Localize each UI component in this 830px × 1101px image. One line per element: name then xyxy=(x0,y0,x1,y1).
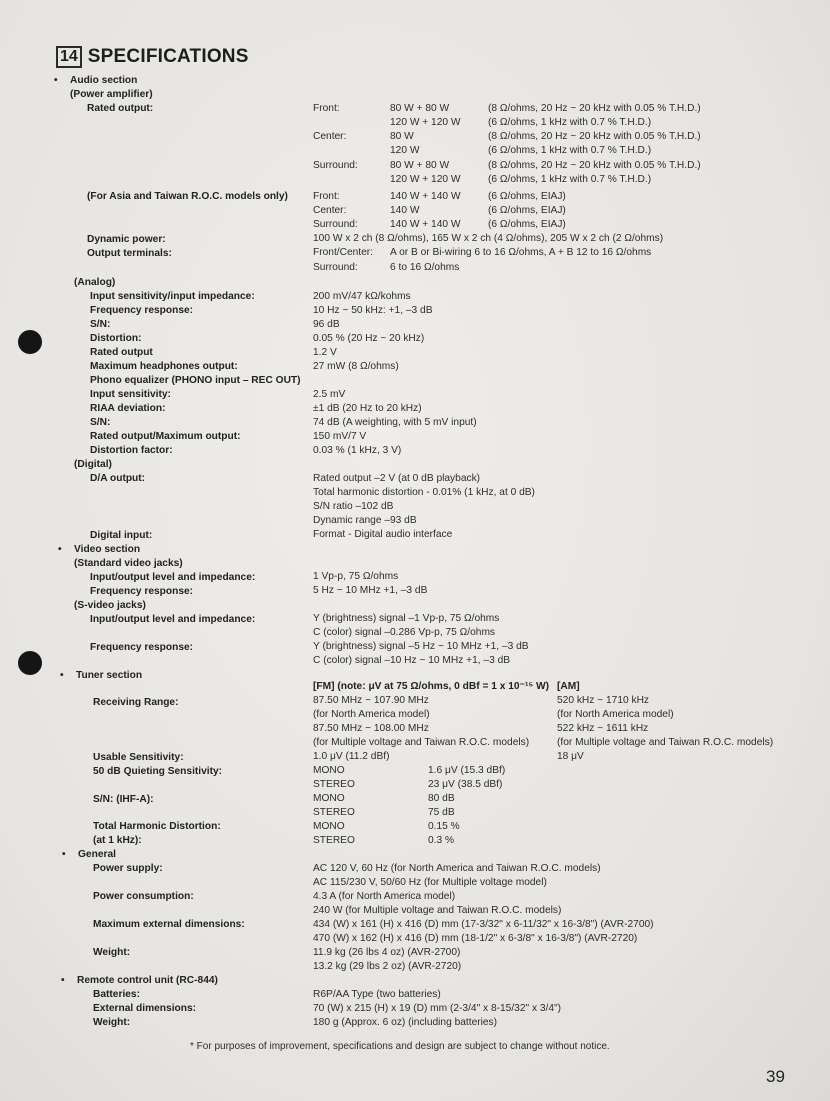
spec-label: (S-video jacks) xyxy=(74,600,146,611)
spec-label: (at 1 kHz): xyxy=(93,835,142,846)
spec-value: Front: xyxy=(313,103,340,114)
spec-value: Rated output –2 V (at 0 dB playback) xyxy=(313,473,481,484)
spec-label: Receiving Range: xyxy=(93,697,179,708)
spec-label: Input/output level and impedance: xyxy=(90,614,256,625)
spec-value: (6 Ω/ohms, EIAJ) xyxy=(488,191,566,202)
spec-label: Batteries: xyxy=(93,989,140,1000)
spec-value: 13.2 kg (29 lbs 2 oz) (AVR-2720) xyxy=(313,961,462,972)
spec-value: 96 dB xyxy=(313,319,340,330)
spec-value: (for North America model) xyxy=(557,709,674,720)
spec-value: (6 Ω/ohms, 1 kHz with 0.7 % T.H.D.) xyxy=(488,145,652,156)
spec-label: Frequency response: xyxy=(90,642,194,653)
spec-value: 11.9 kg (26 lbs 4 oz) (AVR-2700) xyxy=(313,947,461,958)
spec-value: (6 Ω/ohms, EIAJ) xyxy=(488,205,566,216)
spec-value: Y (brightness) signal –1 Vp-p, 75 Ω/ohms xyxy=(313,613,500,624)
spec-value: A or B or Bi-wiring 6 to 16 Ω/ohms, A + B 12 to 16 Ω/ohms xyxy=(390,247,652,258)
spec-value: 1.2 V xyxy=(313,347,337,358)
spec-label: Input sensitivity: xyxy=(90,389,171,400)
spec-label: • Remote control unit (RC-844) xyxy=(77,974,218,987)
spec-value: 180 g (Approx. 6 oz) (including batteries) xyxy=(313,1017,498,1028)
spec-value: MONO xyxy=(313,765,345,776)
spec-value: 80 dB xyxy=(428,793,455,804)
spec-label: Total Harmonic Distortion: xyxy=(93,821,221,832)
spec-label: • General xyxy=(78,848,116,861)
binder-hole xyxy=(18,651,42,675)
spec-label: Input sensitivity/input impedance: xyxy=(90,291,255,302)
spec-value: 434 (W) x 161 (H) x 416 (D) mm (17-3/32" x 6-11/32" x 16-3/8") (AVR-2700) xyxy=(313,919,654,930)
spec-value: 120 W xyxy=(390,145,420,156)
spec-value: 140 W + 140 W xyxy=(390,191,461,202)
spec-label: Usable Sensitivity: xyxy=(93,752,184,763)
spec-label: (Digital) xyxy=(74,459,112,470)
spec-value: 240 W (for Multiple voltage and Taiwan R.O.C. models) xyxy=(313,905,562,916)
spec-label: RIAA deviation: xyxy=(90,403,166,414)
spec-value: AC 115/230 V, 50/60 Hz (for Multiple voltage model) xyxy=(313,877,547,888)
spec-value: 27 mW (8 Ω/ohms) xyxy=(313,361,399,372)
spec-value: 140 W + 140 W xyxy=(390,219,461,230)
spec-label: Rated output xyxy=(90,347,153,358)
spec-label: Dynamic power: xyxy=(87,234,166,245)
spec-value: (for North America model) xyxy=(313,709,430,720)
spec-label: 50 dB Quieting Sensitivity: xyxy=(93,766,223,777)
spec-value: STEREO xyxy=(313,807,355,818)
spec-value: (6 Ω/ohms, 1 kHz with 0.7 % T.H.D.) xyxy=(488,174,652,185)
section-heading xyxy=(56,46,249,68)
spec-value: 470 (W) x 162 (H) x 416 (D) mm (18-1/2" x 6-3/8" x 16-3/8") (AVR-2720) xyxy=(313,933,638,944)
spec-value: 0.05 % (20 Hz ~ 20 kHz) xyxy=(313,333,425,344)
spec-value: 0.3 % xyxy=(428,835,455,846)
spec-value: (6 Ω/ohms, 1 kHz with 0.7 % T.H.D.) xyxy=(488,117,652,128)
spec-value: Center: xyxy=(313,131,347,142)
spec-value: Surround: xyxy=(313,160,358,171)
spec-value: 522 kHz ~ 1611 kHz xyxy=(557,723,649,734)
spec-value: 87.50 MHz ~ 108.00 MHz xyxy=(313,723,429,734)
spec-value: (6 Ω/ohms, EIAJ) xyxy=(488,219,566,230)
page-title: SPECIFICATIONS xyxy=(87,46,249,67)
spec-label: Maximum external dimensions: xyxy=(93,919,245,930)
section-number: 14 xyxy=(56,46,82,68)
spec-value: (8 Ω/ohms, 20 Hz ~ 20 kHz with 0.05 % T.H.D.) xyxy=(488,131,701,142)
spec-label: Rated output: xyxy=(87,103,154,114)
spec-value: (8 Ω/ohms, 20 Hz ~ 20 kHz with 0.05 % T.H.D.) xyxy=(488,103,701,114)
spec-label: Frequency response: xyxy=(90,305,194,316)
spec-label: (Analog) xyxy=(74,277,116,288)
spec-value: Surround: xyxy=(313,262,358,273)
spec-value: 0.15 % xyxy=(428,821,460,832)
spec-value: 520 kHz ~ 1710 kHz xyxy=(557,695,650,706)
spec-value: S/N ratio –102 dB xyxy=(313,501,394,512)
spec-value: Center: xyxy=(313,205,347,216)
spec-value: 1 Vp-p, 75 Ω/ohms xyxy=(313,571,399,582)
spec-value: (8 Ω/ohms, 20 Hz ~ 20 kHz with 0.05 % T.H.D.) xyxy=(488,160,701,171)
spec-value: 23 μV (38.5 dBf) xyxy=(428,779,503,790)
spec-value: 1.6 μV (15.3 dBf) xyxy=(428,765,506,776)
spec-label: Weight: xyxy=(93,947,131,958)
spec-value: 74 dB (A weighting, with 5 mV input) xyxy=(313,417,477,428)
spec-label: Weight: xyxy=(93,1017,131,1028)
spec-value: 80 W xyxy=(390,131,414,142)
spec-label: S/N: xyxy=(90,319,111,330)
spec-label: Distortion factor: xyxy=(90,445,173,456)
spec-value: 75 dB xyxy=(428,807,455,818)
spec-value: MONO xyxy=(313,793,345,804)
spec-value: 140 W xyxy=(390,205,420,216)
spec-value: 0.03 % (1 kHz, 3 V) xyxy=(313,445,402,456)
spec-label: • Tuner section xyxy=(76,669,142,682)
spec-label: (Power amplifier) xyxy=(70,89,153,100)
spec-label: S/N: (IHF-A): xyxy=(93,794,154,805)
spec-value: R6P/AA Type (two batteries) xyxy=(313,989,441,1000)
spec-label: S/N: xyxy=(90,417,111,428)
spec-value: (for Multiple voltage and Taiwan R.O.C. models) xyxy=(557,737,774,748)
spec-value: Front/Center: xyxy=(313,247,374,258)
spec-value: Format - Digital audio interface xyxy=(313,529,453,540)
spec-label: Distortion: xyxy=(90,333,142,344)
spec-value: ±1 dB (20 Hz to 20 kHz) xyxy=(313,403,422,414)
spec-value: 100 W x 2 ch (8 Ω/ohms), 165 W x 2 ch (4 Ω/ohms), 205 W x 2 ch (2 Ω/ohms) xyxy=(313,233,664,244)
spec-value: 80 W + 80 W xyxy=(390,160,450,171)
spec-value: 70 (W) x 215 (H) x 19 (D) mm (2-3/4" x 8-15/32" x 3/4") xyxy=(313,1003,562,1014)
footnote: * For purposes of improvement, specifications and design are subject to change without notice. xyxy=(190,1041,610,1052)
spec-label: (For Asia and Taiwan R.O.C. models only) xyxy=(87,191,288,202)
spec-value: 18 μV xyxy=(557,751,584,762)
spec-value: 200 mV/47 kΩ/kohms xyxy=(313,291,411,302)
spec-value: Surround: xyxy=(313,219,358,230)
spec-label: Input/output level and impedance: xyxy=(90,572,256,583)
spec-value: 80 W + 80 W xyxy=(390,103,450,114)
spec-value: AC 120 V, 60 Hz (for North America and Taiwan R.O.C. models) xyxy=(313,863,601,874)
spec-value: 5 Hz ~ 10 MHz +1, –3 dB xyxy=(313,585,428,596)
spec-label: Output terminals: xyxy=(87,248,172,259)
spec-value: 10 Hz ~ 50 kHz: +1, –3 dB xyxy=(313,305,433,316)
spec-value: 6 to 16 Ω/ohms xyxy=(390,262,460,273)
binder-hole xyxy=(18,330,42,354)
spec-value: STEREO xyxy=(313,779,355,790)
spec-label: D/A output: xyxy=(90,473,146,484)
spec-label: Frequency response: xyxy=(90,586,194,597)
spec-value: 2.5 mV xyxy=(313,389,346,400)
spec-value: 1.0 μV (11.2 dBf) xyxy=(313,751,390,762)
spec-value: (for Multiple voltage and Taiwan R.O.C. models) xyxy=(313,737,530,748)
spec-value: MONO xyxy=(313,821,345,832)
spec-label: • Audio section xyxy=(70,74,137,87)
spec-label: External dimensions: xyxy=(93,1003,197,1014)
spec-label: • Video section xyxy=(74,543,140,556)
spec-label: [FM] (note: μV at 75 Ω/ohms, 0 dBf = 1 x 10⁻¹⁵ W) xyxy=(313,681,549,692)
spec-value: 87.50 MHz ~ 107.90 MHz xyxy=(313,695,429,706)
spec-value: Front: xyxy=(313,191,340,202)
spec-value: C (color) signal –0.286 Vp-p, 75 Ω/ohms xyxy=(313,627,496,638)
page-number: 39 xyxy=(766,1067,785,1086)
spec-value: 4.3 A (for North America model) xyxy=(313,891,456,902)
spec-label: Power supply: xyxy=(93,863,163,874)
spec-label: Power consumption: xyxy=(93,891,194,902)
spec-value: Total harmonic distortion - 0.01% (1 kHz, at 0 dB) xyxy=(313,487,535,498)
spec-value: STEREO xyxy=(313,835,355,846)
spec-value: C (color) signal –10 Hz ~ 10 MHz +1, –3 dB xyxy=(313,655,511,666)
spec-label: [AM] xyxy=(557,681,580,692)
spec-value: 120 W + 120 W xyxy=(390,117,461,128)
spec-label: (Standard video jacks) xyxy=(74,558,183,569)
spec-label: Phono equalizer (PHONO input – REC OUT) xyxy=(90,375,301,386)
spec-value: Dynamic range –93 dB xyxy=(313,515,417,526)
spec-value: 120 W + 120 W xyxy=(390,174,461,185)
spec-label: Digital input: xyxy=(90,530,153,541)
spec-label: Maximum headphones output: xyxy=(90,361,238,372)
spec-value: 150 mV/7 V xyxy=(313,431,367,442)
spec-value: Y (brightness) signal –5 Hz ~ 10 MHz +1, –3 dB xyxy=(313,641,529,652)
spec-label: Rated output/Maximum output: xyxy=(90,431,241,442)
